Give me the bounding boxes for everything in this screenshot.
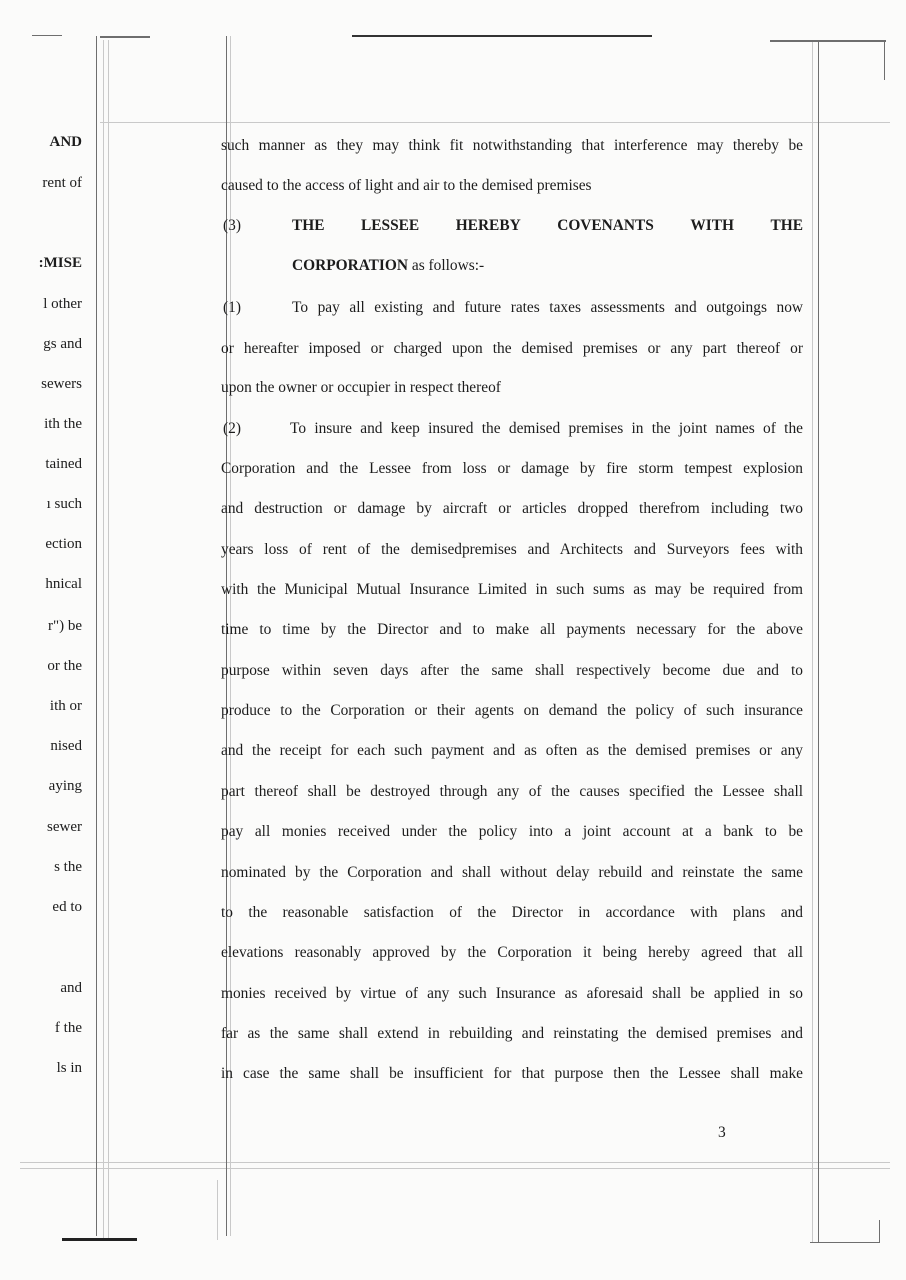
left-fragment: and bbox=[60, 980, 82, 996]
clause-2-line: elevations reasonably approved by the Corporation it being hereby agreed that all bbox=[221, 944, 803, 961]
left-fragment: tained bbox=[45, 456, 82, 472]
right-vline-1 bbox=[818, 42, 819, 1242]
clause-2-line: far as the same shall extend in rebuilding and reinstating the demised premises and bbox=[221, 1025, 803, 1042]
as-follows-text: as follows:- bbox=[408, 257, 485, 274]
right-vline-3 bbox=[884, 40, 885, 80]
left-fragment: sewers bbox=[41, 376, 82, 392]
bottom-right-mark bbox=[810, 1242, 880, 1243]
clause-2-first-line: To insure and keep insured the demised premises in the joint names of the bbox=[290, 420, 803, 437]
heading-word: COVENANTS bbox=[557, 217, 654, 234]
clause-2-number: (2) bbox=[223, 420, 241, 437]
left-fragment: ith or bbox=[49, 698, 82, 714]
clause-2-line: in case the same shall be insufficient for that purpose then the Lessee shall make bbox=[221, 1065, 803, 1082]
left-fragment: ith the bbox=[44, 416, 82, 432]
clause-2-line: pay all monies received under the policy into a joint account at a bank to be bbox=[221, 823, 803, 840]
covenant-heading-line2 bbox=[292, 256, 484, 276]
clause-2-line: to the reasonable satisfaction of the Director in accordance with plans and bbox=[221, 904, 803, 921]
left-margin-fragments bbox=[0, 0, 90, 1280]
margin-vline-3 bbox=[108, 40, 109, 1240]
clause-2-line: years loss of rent of the demisedpremises and Architects and Surveyors fees with bbox=[221, 541, 803, 558]
clause-1-line: upon the owner or occupier in respect thereof bbox=[221, 379, 501, 396]
right-vline-2 bbox=[812, 42, 813, 1242]
left-fragment: or the bbox=[47, 658, 82, 674]
left-fragment: gs and bbox=[43, 336, 82, 352]
clause-2-line: and destruction or damage by aircraft or articles dropped therefrom including two bbox=[221, 500, 803, 517]
left-fragment: aying bbox=[48, 778, 82, 794]
clause-2-line: Corporation and the Lessee from loss or damage by fire storm tempest explosion bbox=[221, 460, 803, 477]
page-number: 3 bbox=[718, 1124, 726, 1141]
left-fragment: ls in bbox=[56, 1060, 82, 1076]
left-fragment: ed to bbox=[52, 899, 82, 915]
covenant-heading-line1 bbox=[292, 216, 803, 236]
left-fragment: sewer bbox=[47, 819, 82, 835]
heading-word: LESSEE bbox=[361, 217, 420, 234]
left-fragment: rent of bbox=[42, 175, 82, 191]
heading-word: WITH bbox=[690, 217, 734, 234]
intro-line-2: caused to the access of light and air to the demised premises bbox=[221, 177, 592, 194]
clause-2-line: with the Municipal Mutual Insurance Limited in such sums as may be required from bbox=[221, 581, 803, 598]
left-fragment: :MISE bbox=[38, 255, 82, 271]
clause-1-number: (1) bbox=[223, 299, 241, 316]
left-fragment: hnical bbox=[45, 576, 82, 592]
margin-vline-2 bbox=[103, 40, 104, 1240]
clause-1-line: or hereafter imposed or charged upon the demised premises or any part thereof or bbox=[221, 340, 803, 357]
left-fragment: nised bbox=[50, 738, 82, 754]
left-fragment: AND bbox=[49, 134, 82, 150]
clause-1-first-line: To pay all existing and future rates taxes assessments and outgoings now bbox=[292, 299, 803, 316]
left-fragment: ection bbox=[45, 536, 82, 552]
clause-2-line: produce to the Corporation or their agents on demand the policy of such insurance bbox=[221, 702, 803, 719]
clause-2-line: monies received by virtue of any such Insurance as aforesaid shall be applied in so bbox=[221, 985, 803, 1002]
left-fragment: ı such bbox=[46, 496, 82, 512]
heading-word: HEREBY bbox=[455, 217, 521, 234]
left-fragment: s the bbox=[54, 859, 82, 875]
left-fragment: f the bbox=[54, 1020, 82, 1036]
clause-2-line: part thereof shall be destroyed through any of the causes specified the Lessee shall bbox=[221, 783, 803, 800]
margin-vline-1 bbox=[96, 36, 97, 1236]
left-fragment: l other bbox=[43, 296, 82, 312]
heading-word: THE bbox=[292, 217, 325, 234]
document-body bbox=[221, 0, 807, 1280]
bottom-right-corner bbox=[879, 1220, 880, 1243]
clause-2-line: time to time by the Director and to make all payments necessary for the above bbox=[221, 621, 803, 638]
clause-2-line: purpose within seven days after the same shall respectively become due and to bbox=[221, 662, 803, 679]
top-rule-left-corner bbox=[100, 36, 150, 38]
clause-2-line: nominated by the Corporation and shall without delay rebuild and reinstate the same bbox=[221, 864, 803, 881]
clause-2-line: and the receipt for each such payment and as often as the demised premises or any bbox=[221, 742, 803, 759]
covenant-number: (3) bbox=[223, 217, 241, 234]
corporation-word: CORPORATION bbox=[292, 257, 409, 274]
left-fragment: r") be bbox=[47, 618, 82, 634]
intro-line-1: such manner as they may think fit notwithstanding that interference may thereby be bbox=[221, 137, 803, 154]
body-vline-3 bbox=[217, 1180, 218, 1240]
heading-word: THE bbox=[770, 217, 803, 234]
